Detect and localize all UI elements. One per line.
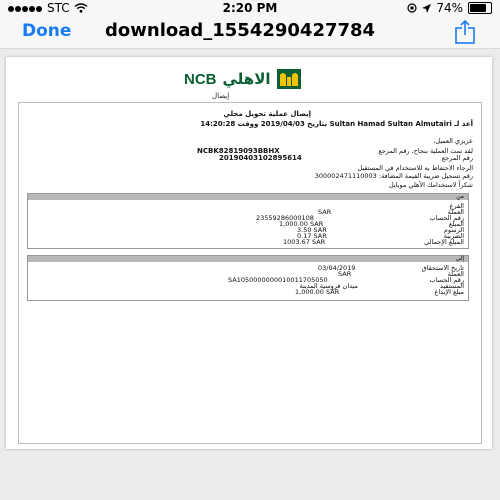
location-icon [422,4,431,13]
from-section-header: من [28,194,468,200]
document-title: download_1554290427784 [105,20,376,41]
to-deposit-label: مبلغ الإيداع [434,288,464,296]
to-currency-label: العملة [447,270,464,278]
from-tax-value: 0.17 SAR [297,232,327,240]
status-bar [0,0,500,16]
from-amount-label: المبلغ [448,220,464,228]
receipt-frame [18,102,482,444]
from-account-value: 23559286000108 [256,214,314,222]
from-tax-label: الضريبة [443,232,464,240]
to-due-date-value: 03/04/2019 [318,264,356,272]
clock: 2:20 PM [222,1,278,15]
pdf-page [6,57,492,449]
done-button[interactable]: Done [22,21,72,41]
from-section [27,193,469,249]
document-viewer[interactable] [0,49,500,500]
vat-registration-line: رقم تسجيل ضريبة القيمة المضافة: 300002471110003 [314,172,473,180]
ncb-emblem-icon [277,69,301,89]
greeting: عزيزي العميل، [433,137,473,145]
reference-code-1: NCBK82819093BBHX [197,147,280,155]
from-amount-value: 1,000.00 SAR [279,220,324,228]
reference-code-2: 20190403102895614 [219,154,302,162]
from-fees-label: الرسوم [443,226,464,234]
nav-bar [0,16,500,49]
status-indicators [407,1,492,15]
to-account-value: SA1050000000010011705050 [228,276,328,284]
to-due-date-label: تاريخ الاستحقاق [421,264,464,272]
to-account-label: رقم الحساب [429,276,464,284]
battery-percent: 74% [436,1,463,15]
logo-ncb-text: NCB [184,70,217,88]
to-deposit-value: 1,000.00 SAR [295,288,340,296]
from-fees-value: 3.50 SAR [297,226,327,234]
to-section-header: إلى [28,256,468,262]
from-currency-label: العملة [447,208,464,216]
bank-logo [184,67,301,91]
logo-arabic-text: الاهلي [222,70,271,88]
from-branch-label: الفرع [449,202,464,210]
reference-label: رقم المرجع [441,154,473,162]
from-total-label: المبلغ الإجمالي [424,238,464,246]
to-beneficiary-value: ميدان فروسية المدينة [299,282,358,290]
issued-line: أعد لـ Sultan Hamad Sultan Almutairi بتاريخ 2019/04/03 ووقت 14:20:28 [200,120,473,128]
thanks-line: شكراً لاستخدامك الأهلي موبايل [389,181,473,189]
battery-icon [468,2,492,14]
screen-lock-icon [407,3,417,13]
carrier-name: STC [47,1,70,15]
from-currency-value: SAR [318,208,332,216]
success-line: لقد تمت العملية بنجاح، رقم المرجع [378,147,473,155]
from-total-value: 1003.67 SAR [283,238,326,246]
from-account-label: رقم الحساب [429,214,464,222]
to-currency-value: SAR [338,270,352,278]
to-section [27,255,469,301]
share-icon[interactable] [452,19,478,45]
keep-for-future-line: الرجاء الاحتفاظ به للاستخدام في المستقبل [357,164,473,172]
receipt-heading: إيصال عملية تحويل محلي [223,110,311,118]
receipt-label: إيصال [212,92,230,100]
to-beneficiary-label: المستفيد [440,282,464,290]
